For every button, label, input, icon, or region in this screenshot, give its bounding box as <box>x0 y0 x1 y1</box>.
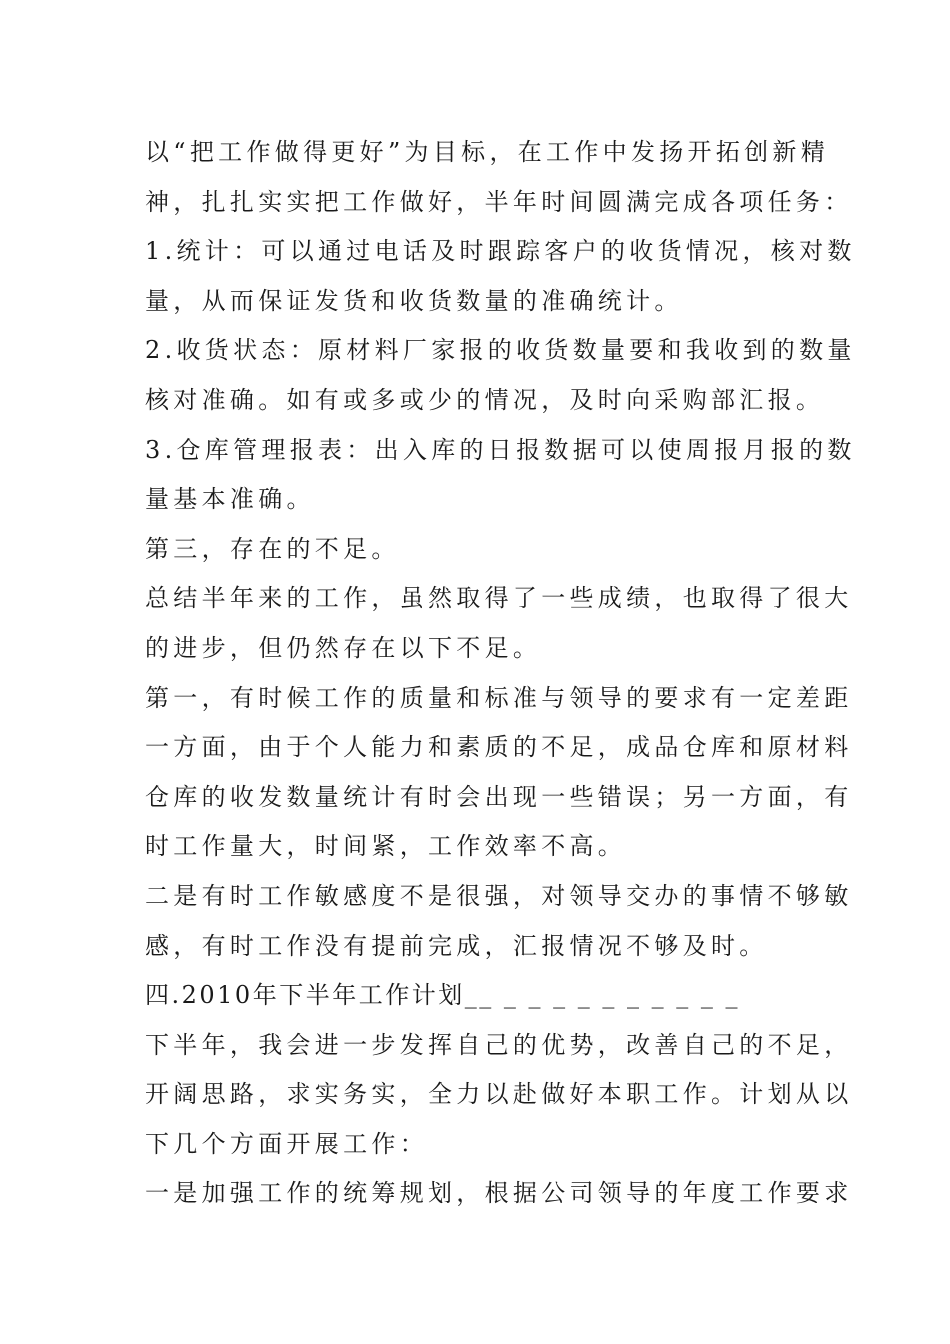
document-body <box>145 128 856 1219</box>
text-line: 总结半年来的工作，虽然取得了一些成绩，也取得了很大 <box>145 584 853 613</box>
text-line: 神，扎扎实实把工作做好，半年时间圆满完成各项任务： <box>145 187 853 216</box>
text-line: 时工作量大，时间紧，工作效率不高。 <box>145 832 627 861</box>
text-line: 2.收货状态：原材料厂家报的收货数量要和我收到的数量 <box>145 336 856 365</box>
section-heading: 第三，存在的不足。 <box>145 534 400 563</box>
text-line: 一是加强工作的统筹规划，根据公司领导的年度工作要求 <box>145 1179 853 1208</box>
text-line: 感，有时工作没有提前完成，汇报情况不够及时。 <box>145 931 768 960</box>
text-line: 第一，有时候工作的质量和标准与领导的要求有一定差距 <box>145 683 853 712</box>
text-line: 以“把工作做得更好”为目标，在工作中发扬开拓创新精 <box>145 138 830 166</box>
text-line: 3.仓库管理报表：出入库的日报数据可以使周报月报的数 <box>145 435 856 464</box>
text-line: 核对准确。如有或多或少的情况，及时向采购部汇报。 <box>145 385 825 414</box>
text-line: 二是有时工作敏感度不是很强，对领导交办的事情不够敏 <box>145 881 853 910</box>
text-line: 一方面，由于个人能力和素质的不足，成品仓库和原材料 <box>145 733 853 762</box>
text-line: 下几个方面开展工作： <box>145 1129 428 1158</box>
text-line: 量，从而保证发货和收货数量的准确统计。 <box>145 286 683 315</box>
text-line: 1.统计：可以通过电话及时跟踪客户的收货情况，核对数 <box>145 237 856 266</box>
section-heading: 四.2010年下半年工作计划__ _ _ _ _ _ _ _ _ _ _ <box>145 981 740 1010</box>
text-line: 量基本准确。 <box>145 485 315 514</box>
text-line: 下半年，我会进一步发挥自己的优势，改善自己的不足， <box>145 1030 853 1059</box>
text-line: 开阔思路，求实务实，全力以赴做好本职工作。计划从以 <box>145 1080 853 1109</box>
text-line: 仓库的收发数量统计有时会出现一些错误；另一方面，有 <box>145 782 853 811</box>
text-line: 的进步，但仍然存在以下不足。 <box>145 633 542 662</box>
